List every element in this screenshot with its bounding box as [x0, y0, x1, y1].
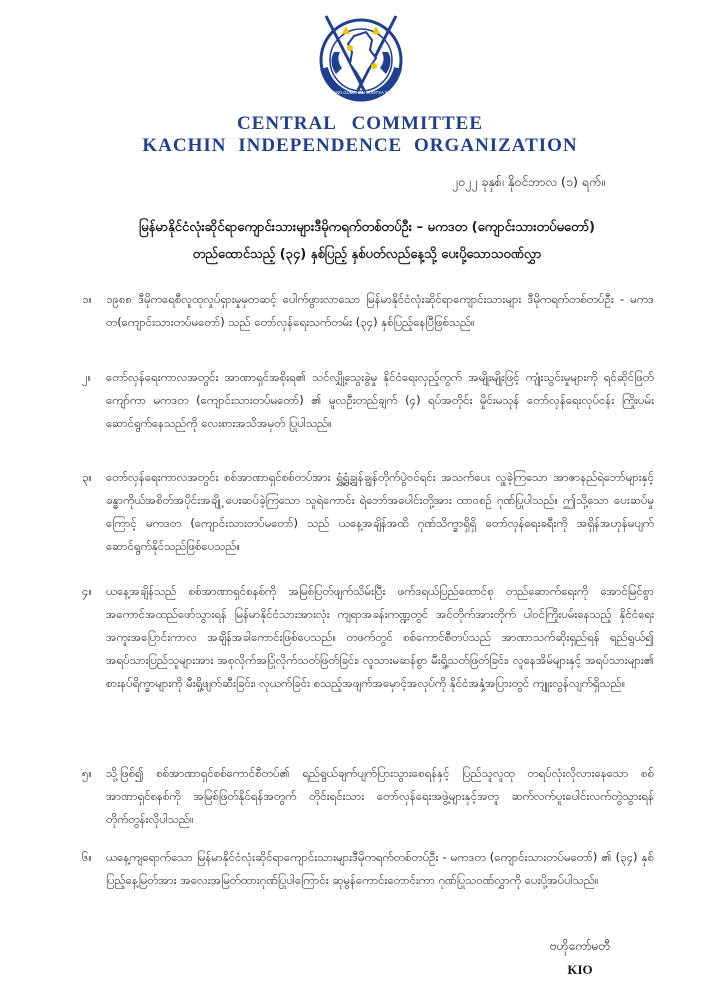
- paragraph-text: တော်လှန်ရေးကာလအတွင်း စစ်အာဏာရှင်စစ်တပ်အား ရွှံ့ရွှံ့ချွန်ချွန်တိုက်ပွဲဝင်ရင်း အသက်ပေး လှူခဲ့ကြသော အာဇာနည်ရဲဘော်များနှင့် ခန္ဓာကိုယ်အစိတ်အပိုင်းအချို့ ပေးဆပ်ခဲ့ကြသော သူရဲကောင်း ရဲဘော်အပေါင်းတို့အား ထာဝစဉ် ဂုဏ်ပြုပါသည်။ ဤသို့သော ပေးဆပ်မှုကြောင့် မကဒတ (ကျောင်းသားတပ်မတော်) သည် ယနေ့အချိန်အထိ ဂုဏ်သိက္ခာရှိရှိ တော်လှန်ရေးခရီးကို အရှိန်အဟုန်မပျက် ဆောင်ရွက်နိုင်သည်ဖြစ်ပေသည်။: [106, 470, 654, 553]
- document-title: [82, 214, 652, 268]
- paragraph-text: သို့ဖြစ်၍ စစ်အာဏာရှင်စစ်ကောင်စီတပ်၏ ရည်ရွယ်ချက်ပျက်ပြားသွားစေရန်နှင့် ပြည်သူလူထု တရပ်လုံးလိုလားနေသော စစ်အာဏာရှင်စနစ်ကို အမြစ်ဖြတ်နိုင်ရန်အတွက် တိုင်းရင်းသား တော်လှန်ရေးအဖွဲ့များနှင့်အတူ ဆက်လက်ပူးပေါင်းလက်တွဲသွားရန် တိုက်တွန်းလိုပါသည်။: [106, 766, 654, 826]
- paragraph-number: ၆။: [82, 850, 92, 864]
- paragraph-number: ၁။: [82, 292, 92, 306]
- paragraph-number: ၄။: [82, 584, 92, 598]
- logo-band-text: KACHINLAND GUMSHAN GUMTSA SHINGNAN: [315, 90, 407, 95]
- paragraph-5: [82, 762, 654, 831]
- document-date: ၂၀၂၂ ခုနှစ်၊ နိုဝင်ဘာလ (၁) ရက်။: [451, 174, 605, 189]
- kio-emblem-logo: [306, 8, 416, 108]
- signature-committee: ဗဟိုကော်မတီ: [549, 939, 611, 953]
- title-line-2: တည်ထောင်သည့် (၃၄) နှစ်ပြည့် နှစ်ပတ်လည်နေ့သို့ ပေးပို့သောသဝဏ်လွှာ: [192, 247, 542, 262]
- paragraph-number: ၅။: [82, 766, 92, 780]
- paragraph-text: တော်လှန်ရေးကာလအတွင်း အာဏာရှင်အစိုးရ၏ သင်လျှို့သွေးခွဲမှု နိုင်ငံရေးလှည့်ကွက် အမျိုးမျိုးဖြင့် ကျုံးသွင်းမှုများကို ရင်ဆိုင်ဖြတ်ကျော်ကာ မကဒတ (ကျောင်းသားတပ်မတော်) ၏ မူလဦးတည်ချက် (၄) ရပ်အတိုင်း မှိုင်းမသုန် တော်လှန်ရေးလုပ်ငန်း ကြိုးပမ်းဆောင်ရွက်နေသည်ကို လေးစားအသိအမှတ် ပြုပါသည်။: [106, 370, 654, 430]
- paragraph-6: [82, 846, 654, 892]
- paragraph-3: [82, 466, 654, 558]
- paragraph-text: ၁၉၈၈ ဒီမိုကရေစီလူထုလှုပ်ရှားမှုမှတဆင့် ပေါက်ဖွားလာသော မြန်မာနိုင်ငံလုံးဆိုင်ရာကျောင်းသားများ ဒီမိုကရက်တစ်တပ်ဦး - မကဒတ(ကျောင်းသားတပ်မတော်) သည် တော်လှန်ရေးသက်တမ်း (၃၄) နှစ်ပြည့်နေပြီဖြစ်သည်။: [106, 292, 654, 329]
- title-line-1: မြန်မာနိုင်ငံလုံးဆိုင်ရာကျောင်းသားများဒီမိုကရက်တစ်တပ်ဦး – မကဒတ (ကျောင်းသားတပ်မတော်): [138, 220, 596, 235]
- signature-kio: KIO: [567, 962, 593, 977]
- paragraph-text: ယနေ့ကျရောက်သော မြန်မာနိုင်ငံလုံးဆိုင်ရာကျောင်းသားများဒီမိုကရက်တစ်တပ်ဦး - မကဒတ (ကျောင်းသားတပ်မတော်) ၏ (၃၄) နှစ်ပြည့်နေ့မြတ်အား အလေးအမြတ်ထားဂုဏ်ပြုပါကြောင်း ဆုမွန်ကောင်းတောင်းကာ ဂုဏ်ပြုသဝဏ်လွှာကို ပေးပို့အပ်ပါသည်။: [106, 850, 654, 887]
- paragraph-1: [82, 288, 654, 334]
- org-name: KACHIN INDEPENDENCE ORGANIZATION: [142, 135, 578, 156]
- org-central-committee: CENTRAL COMMITTEE: [236, 113, 484, 134]
- paragraph-2: [82, 366, 654, 435]
- paragraph-number: ၂။: [82, 370, 92, 384]
- paragraph-text: ယနေ့အချိန်သည် စစ်အာဏာရှင်စနစ်ကို အမြစ်ပြတ်ဖျက်သိမ်းပြီး ဖက်ဒရယ်ပြည်ထောင်စု တည်ဆောက်ရေးကို အောင်မြင်စွာအကောင်အထည်ဖော်သွားရန် မြန်မာနိုင်ငံသားအားလုံး ကျရာအခန်းကဏ္ဍတွင် အင်တိုက်အားတိုက် ပါဝင်ကြိုးပမ်းနေသည့် နိုင်ငံရေးအကူးအပြောင်းကာလ အချိန်အခါကောင်းဖြစ်ပေသည်။ တဖက်တွင် စစ်ကောင်စီတပ်သည် အာဏာသက်ဆိုးရှည်ရန် ရည်ရွယ်၍ အရပ်သားပြည်သူများအား အစုလိုက်အပြုံလိုက်သတ်ဖြတ်ခြင်း၊ လူသားမဆန်စွာ မီးရှို့သတ်ဖြတ်ခြင်း၊ လူနေအိမ်များနှင့် အရပ်သားများ၏ စားနပ်ရိက္ခာများကို မီးရှို့ဖျက်ဆီးခြင်း၊ လုယက်ခြင်း စသည့်အဖျက်အမှောင့်အလုပ်ကို နိုင်ငံအနှံ့အပြားတွင် ကျူးလွန်လျက်ရှိသည်။: [106, 584, 654, 690]
- paragraph-4: [82, 580, 654, 695]
- paragraph-number: ၃။: [82, 470, 92, 484]
